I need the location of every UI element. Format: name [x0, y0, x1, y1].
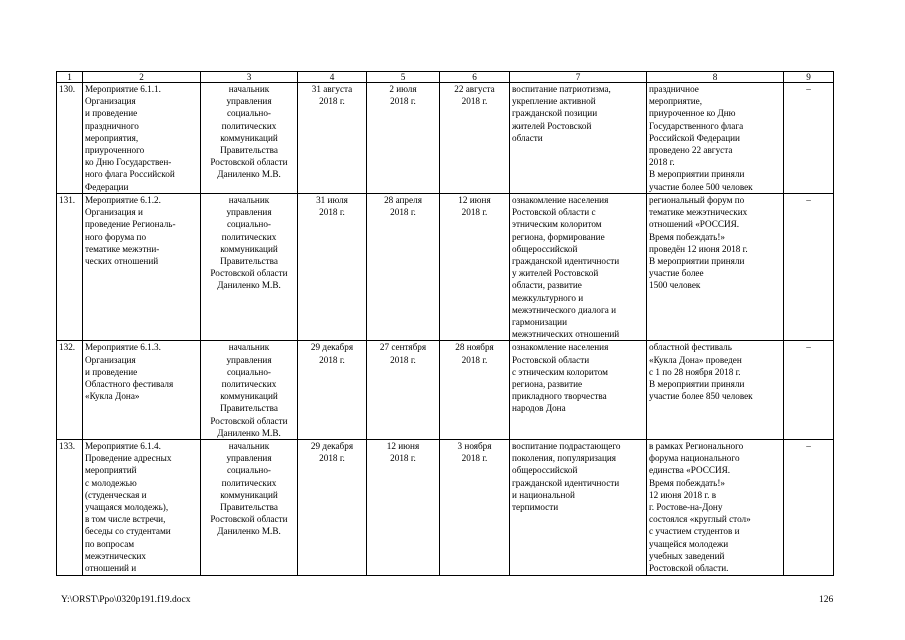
planned-date: 29 декабря 2018 г.: [298, 341, 367, 440]
expected-result: ознакомление населения Ростовской области с этническим колоритом региона, формирование общероссийской гражданской идентичности у жителей Ростовской области, развитие межкультурного и межэтнического диалога и гармонизации межэтнических отношений: [510, 194, 647, 341]
table-row: [57, 83, 834, 194]
responsible-person: начальник управления социально- политических коммуникаций Правительства Ростовской области Даниленко М.В.: [201, 83, 298, 194]
actual-start-date: 27 сентября 2018 г.: [367, 341, 440, 440]
events-table: [56, 71, 834, 576]
achieved-result: в рамках Регионального форума национального единства «РОССИЯ. Время побеждать!» 12 июня 2018 г. в г. Ростове-на-Дону состоялся «круглый стол» с участием студентов и учащейся молодежи учебных заведений Ростовской области.: [647, 440, 784, 576]
column-header: 9: [784, 72, 834, 83]
planned-date: 31 августа 2018 г.: [298, 83, 367, 194]
column-header: 4: [298, 72, 367, 83]
table-row: [57, 194, 834, 341]
achieved-result: областной фестиваль «Кукла Дона» проведен с 1 по 28 ноября 2018 г. В мероприятии приняли участие более 850 человек: [647, 341, 784, 440]
expected-result: воспитание подрастающего поколения, популяризация общероссийской гражданской идентичности и национальной терпимости: [510, 440, 647, 576]
actual-end-date: 3 ноября 2018 г.: [440, 440, 510, 576]
note: –: [784, 194, 834, 341]
actual-start-date: 28 апреля 2018 г.: [367, 194, 440, 341]
event-name: Мероприятие 6.1.4. Проведение адресных мероприятий с молодежью (студенческая и учащаяся молодежь), в том числе встречи, беседы со студентами по вопросам межэтнических отношений и: [83, 440, 201, 576]
row-number: 133.: [57, 440, 83, 576]
actual-end-date: 12 июня 2018 г.: [440, 194, 510, 341]
event-name: Мероприятие 6.1.3. Организация и проведение Областного фестиваля «Кукла Дона»: [83, 341, 201, 440]
responsible-person: начальник управления социально- политических коммуникаций Правительства Ростовской области Даниленко М.В.: [201, 440, 298, 576]
actual-end-date: 28 ноября 2018 г.: [440, 341, 510, 440]
column-header: 6: [440, 72, 510, 83]
responsible-person: начальник управления социально- политических коммуникаций Правительства Ростовской области Даниленко М.В.: [201, 341, 298, 440]
row-number: 131.: [57, 194, 83, 341]
column-header: 7: [510, 72, 647, 83]
note: –: [784, 440, 834, 576]
actual-end-date: 22 августа 2018 г.: [440, 83, 510, 194]
note: –: [784, 83, 834, 194]
note: –: [784, 341, 834, 440]
column-header: 1: [57, 72, 83, 83]
column-header: 3: [201, 72, 298, 83]
column-header: 8: [647, 72, 784, 83]
column-header: 2: [83, 72, 201, 83]
event-name: Мероприятие 6.1.2. Организация и проведение Региональ- ного форума по тематике межэтни- ческих отношений: [83, 194, 201, 341]
responsible-person: начальник управления социально- политических коммуникаций Правительства Ростовской области Даниленко М.В.: [201, 194, 298, 341]
expected-result: ознакомление населения Ростовской области с этническим колоритом региона, развитие прикладного творчества народов Дона: [510, 341, 647, 440]
achieved-result: региональный форум по тематике межэтнических отношений «РОССИЯ. Время побеждать!» проведён 12 июня 2018 г. В мероприятии приняли участие более 1500 человек: [647, 194, 784, 341]
file-path: Y:\ORST\Ppo\0320p191.f19.docx: [61, 595, 191, 605]
achieved-result: праздничное мероприятие, приуроченное ко Дню Государственного флага Российской Федерации проведено 22 августа 2018 г. В мероприятии приняли участие более 500 человек: [647, 83, 784, 194]
actual-start-date: 12 июня 2018 г.: [367, 440, 440, 576]
event-name: Мероприятие 6.1.1. Организация и проведение праздничного мероприятия, приуроченного ко Дню Государствен- ного флага Российской Федерации: [83, 83, 201, 194]
expected-result: воспитание патриотизма, укрепление активной гражданской позиции жителей Ростовской области: [510, 83, 647, 194]
table-body: [57, 72, 834, 576]
page-number: 126: [819, 595, 834, 605]
planned-date: 31 июля 2018 г.: [298, 194, 367, 341]
actual-start-date: 2 июля 2018 г.: [367, 83, 440, 194]
planned-date: 29 декабря 2018 г.: [298, 440, 367, 576]
row-number: 132.: [57, 341, 83, 440]
row-number: 130.: [57, 83, 83, 194]
column-header: 5: [367, 72, 440, 83]
table-row: [57, 440, 834, 576]
header-row: [57, 72, 834, 83]
table-row: [57, 341, 834, 440]
